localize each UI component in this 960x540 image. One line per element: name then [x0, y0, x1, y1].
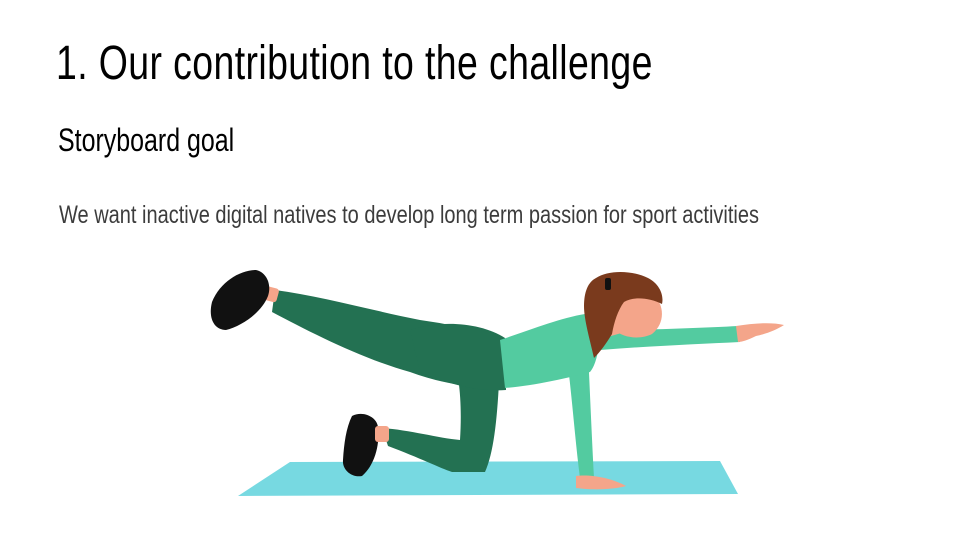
woman-exercise-illustration	[200, 262, 800, 502]
slide-body-text: We want inactive digital natives to develop long term passion for sport activities	[59, 201, 759, 229]
extended-hand	[736, 323, 784, 342]
yoga-mat	[238, 461, 738, 496]
hair-tie	[605, 278, 611, 290]
kneeling-ankle	[375, 426, 389, 442]
slide-title: 1. Our contribution to the challenge	[56, 37, 653, 90]
slide-subtitle: Storyboard goal	[58, 122, 235, 158]
hip	[410, 324, 506, 390]
extended-shoe	[211, 270, 269, 330]
